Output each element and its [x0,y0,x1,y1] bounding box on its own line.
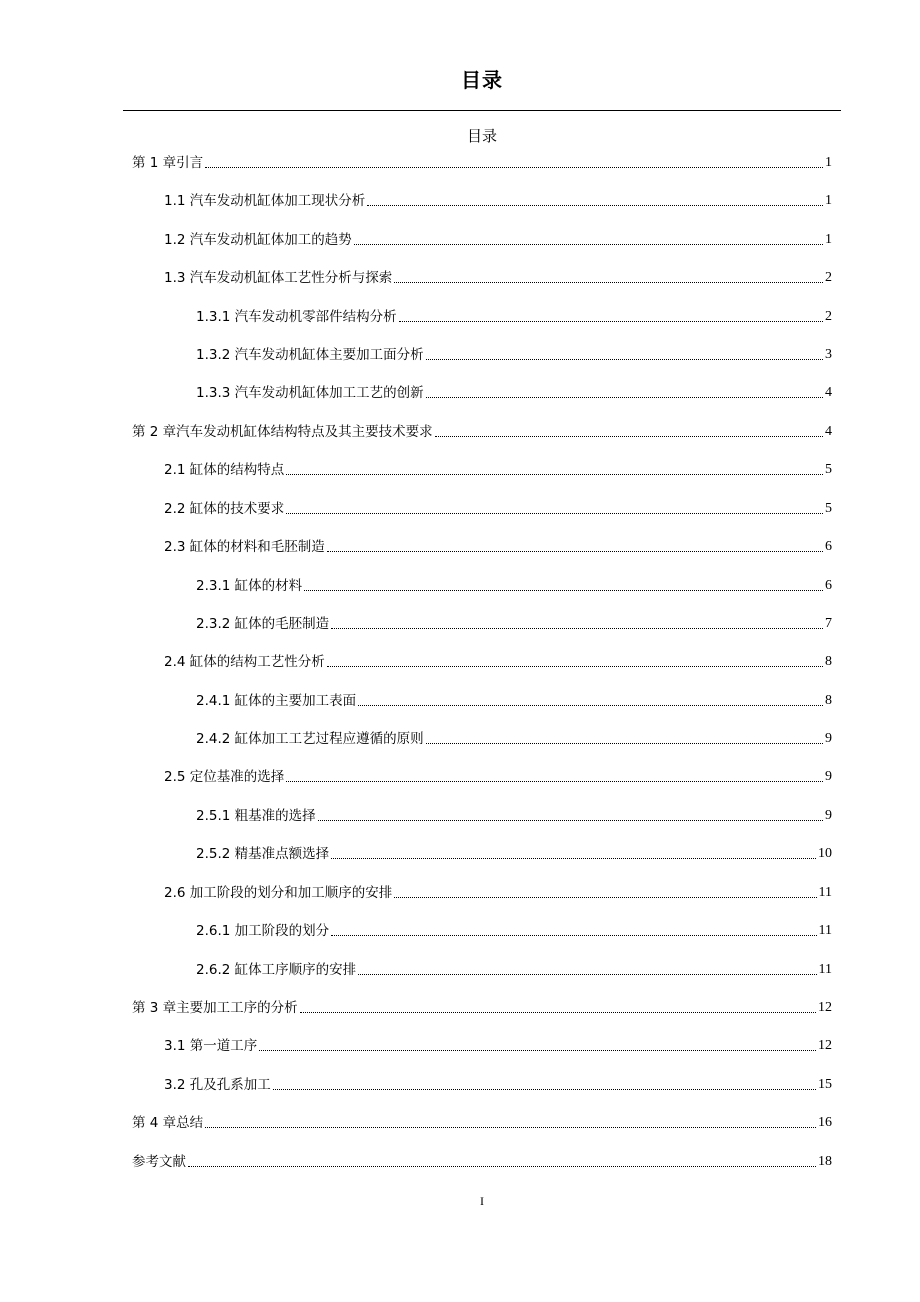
toc-dot-leader [358,705,823,706]
toc-entry-title: 2.2 缸体的技术要求 [164,501,285,517]
toc-entry-title: 1.3.1 汽车发动机零部件结构分析 [196,309,397,325]
toc-entry-page: 5 [825,462,832,477]
toc-entry-title: 1.3 汽车发动机缸体工艺性分析与探索 [164,270,393,286]
toc-entry[interactable] [164,765,832,787]
toc-dot-leader [205,167,823,168]
toc-entry-title: 参考文献 [132,1154,186,1170]
toc-dot-leader [273,1089,816,1090]
toc-entry[interactable] [164,881,832,903]
toc-entry-title: 第 2 章汽车发动机缸体结构特点及其主要技术要求 [132,424,433,440]
toc-entry[interactable] [164,1034,832,1056]
toc-entry[interactable] [164,650,832,672]
toc-entry[interactable] [164,228,832,250]
toc-entry-title: 2.5.1 粗基准的选择 [196,808,316,824]
toc-dot-leader [327,551,823,552]
toc-entry[interactable] [132,1150,832,1172]
toc-entry-title: 2.6.2 缸体工序顺序的安排 [196,962,357,978]
toc-entry-page: 9 [825,769,832,784]
toc-entry-page: 16 [818,1115,832,1130]
page-number: I [480,1194,484,1208]
toc-entry-title: 2.3.1 缸体的材料 [196,578,303,594]
toc-entry[interactable] [196,958,832,980]
toc-entry-page: 15 [818,1077,832,1092]
toc-entry-title: 2.6 加工阶段的划分和加工顺序的安排 [164,885,393,901]
toc-entry-title: 2.3 缸体的材料和毛胚制造 [164,539,325,555]
toc-entry[interactable] [196,689,832,711]
toc-entry-title: 第 4 章总结 [132,1115,204,1131]
toc-entry-page: 12 [818,1038,832,1053]
toc-dot-leader [331,628,823,629]
toc-entry-page: 8 [825,693,832,708]
toc-entry-page: 4 [825,424,832,439]
toc-entry-title: 2.5.2 精基准点额选择 [196,846,330,862]
toc-dot-leader [205,1127,816,1128]
toc-dot-leader [435,436,823,437]
toc-entry[interactable] [196,727,832,749]
toc-dot-leader [399,321,823,322]
toc-entry-page: 1 [825,193,832,208]
toc-entry[interactable] [132,151,832,173]
toc-entry-title: 2.1 缸体的结构特点 [164,462,285,478]
toc-dot-leader [354,244,823,245]
toc-dot-leader [188,1166,816,1167]
toc-dot-leader [426,359,823,360]
toc-dot-leader [426,743,823,744]
toc-entry[interactable] [196,804,832,826]
toc-entry[interactable] [196,574,832,596]
toc-dot-leader [327,666,823,667]
toc-entry[interactable] [132,1111,832,1133]
toc-entry-title: 1.3.2 汽车发动机缸体主要加工面分析 [196,347,424,363]
toc-dot-leader [358,974,816,975]
toc-entry-title: 2.4.1 缸体的主要加工表面 [196,693,357,709]
toc-entry-title: 1.1 汽车发动机缸体加工现状分析 [164,193,366,209]
toc-dot-leader [286,781,823,782]
toc-entry[interactable] [164,535,832,557]
toc-entry-page: 7 [825,616,832,631]
toc-entry-title: 2.4 缸体的结构工艺性分析 [164,654,325,670]
toc-entry-page: 5 [825,501,832,516]
toc-entry[interactable] [196,612,832,634]
toc-entry-title: 2.4.2 缸体加工工艺过程应遵循的原则 [196,731,424,747]
toc-entry[interactable] [164,497,832,519]
toc-entry[interactable] [196,381,832,403]
toc-entry-page: 6 [825,578,832,593]
toc-dot-leader [304,590,823,591]
toc-dot-leader [286,513,823,514]
toc-dot-leader [394,282,823,283]
toc-entry-page: 11 [818,885,832,900]
toc-entry-title: 2.6.1 加工阶段的划分 [196,923,330,939]
toc-entry[interactable] [164,189,832,211]
toc-entry-title: 第 1 章引言 [132,155,204,171]
toc-entry-title: 3.1 第一道工序 [164,1038,258,1054]
toc-entry-page: 10 [818,846,832,861]
toc-entry-title: 2.3.2 缸体的毛胚制造 [196,616,330,632]
toc-entry[interactable] [132,420,832,442]
toc-dot-leader [394,897,816,898]
toc-entry[interactable] [164,266,832,288]
toc-title: 目录 [466,127,497,145]
toc-entry-page: 1 [825,155,832,170]
toc-entry[interactable] [196,305,832,327]
toc-entry-page: 4 [825,385,832,400]
toc-entry-title: 第 3 章主要加工工序的分析 [132,1000,298,1016]
toc-dot-leader [318,820,823,821]
toc-entry-page: 11 [818,962,832,977]
toc-entry-page: 9 [825,731,832,746]
toc-dot-leader [300,1012,816,1013]
page-header-title: 目录 [461,68,503,92]
toc-entry-page: 11 [818,923,832,938]
toc-entry[interactable] [196,842,832,864]
toc-entry-page: 1 [825,232,832,247]
toc-entry-title: 2.5 定位基准的选择 [164,769,285,785]
toc-dot-leader [426,397,823,398]
toc-dot-leader [331,935,816,936]
toc-entry-page: 2 [825,309,832,324]
toc-entry[interactable] [132,996,832,1018]
toc-dot-leader [259,1050,816,1051]
toc-dot-leader [331,858,816,859]
toc-dot-leader [367,205,823,206]
toc-entry[interactable] [196,343,832,365]
toc-entry-page: 18 [818,1154,832,1169]
toc-entry[interactable] [196,919,832,941]
toc-entry-title: 3.2 孔及孔系加工 [164,1077,271,1093]
toc-entry-page: 6 [825,539,832,554]
toc-entry[interactable] [164,458,832,480]
toc-entry-title: 1.3.3 汽车发动机缸体加工工艺的创新 [196,385,424,401]
toc-entry-page: 8 [825,654,832,669]
toc-entry-page: 3 [825,347,832,362]
toc-entry-title: 1.2 汽车发动机缸体加工的趋势 [164,232,352,248]
toc-entry-page: 9 [825,808,832,823]
toc-entry-page: 12 [818,1000,832,1015]
toc-entry-page: 2 [825,270,832,285]
toc-entry[interactable] [164,1073,832,1095]
toc-dot-leader [286,474,823,475]
